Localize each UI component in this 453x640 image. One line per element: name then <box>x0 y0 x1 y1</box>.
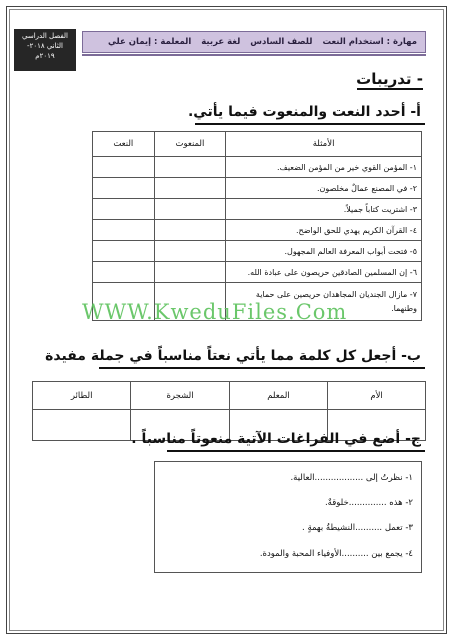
answer-cell-modified[interactable] <box>154 157 226 178</box>
exercises-title: - تدريبات <box>356 70 423 88</box>
banner-teacher: المعلمة : إيمان علي <box>107 37 192 47</box>
answer-cell-modified[interactable] <box>154 241 226 262</box>
answer-cell-modified[interactable] <box>154 220 226 241</box>
answer-cell[interactable] <box>33 410 131 441</box>
answer-cell-adjective[interactable] <box>93 262 155 283</box>
term-line-1: الفصل الدراسي <box>22 32 68 40</box>
table-row <box>93 157 422 178</box>
table-row <box>93 199 422 220</box>
part-c-underline <box>167 450 425 452</box>
part-c-title: ج- أضع في الفراغات الآتية منعوتاً مناسباً . <box>131 431 421 447</box>
example-cell: ٢- في المصنع عمالٌ مخلصون. <box>226 178 422 199</box>
fill-in-box <box>154 461 422 573</box>
answer-cell-modified[interactable] <box>154 199 226 220</box>
part-a-underline <box>195 123 425 125</box>
fill-in-line[interactable]: ١- نظرتُ إلى ..................العالية. <box>290 473 413 483</box>
fill-in-line[interactable]: ٢- هذه ..............خلوقةٌ. <box>324 498 413 508</box>
answer-cell-adjective[interactable] <box>93 157 155 178</box>
banner-skill: مهارة : استخدام النعت <box>322 37 417 47</box>
example-cell: ٣- اشتريت كتاباً جميلاً. <box>226 199 422 220</box>
table-row <box>93 241 422 262</box>
answer-cell-adjective[interactable] <box>93 199 155 220</box>
banner-subject: لغة عربية <box>201 37 241 47</box>
example-cell: ١- المؤمن القوي خير من المؤمن الضعيف. <box>226 157 422 178</box>
example-cell: ٧- مازال الجنديان المجاهدان حريصين على حماية وطنهما. <box>226 283 422 321</box>
answer-cell-adjective[interactable] <box>93 241 155 262</box>
table-header-row <box>93 132 422 157</box>
lesson-banner <box>82 31 426 53</box>
part-a-title: أ- أحدد النعت والمنعوت فيما يأتي. <box>187 104 421 120</box>
exercises-title-underline <box>357 88 423 90</box>
part-a-table <box>92 131 422 321</box>
banner-grade: للصف السادس <box>250 37 313 47</box>
word-cell: الشجرة <box>131 382 230 410</box>
watermark: WWW.KweduFiles.Com <box>82 300 348 324</box>
example-cell: ٦- إن المسلمين الصادقين حريصون على عبادة الله. <box>226 262 422 283</box>
part-b-title: ب- أجعل كل كلمة مما يأتي نعتاً مناسباً في جملة مفيدة <box>45 348 421 364</box>
column-header-adjective: النعت <box>93 132 155 157</box>
term-line-3: ٢٠١٩م <box>35 52 55 60</box>
word-cell: الأم <box>328 382 426 410</box>
column-header-examples: الأمثلة <box>226 132 422 157</box>
word-cell: الطائر <box>33 382 131 410</box>
term-line-2: الثاني ٢٠١٨- <box>27 42 63 50</box>
example-cell: ٤- القرآن الكريم يهدي للحق الواضح. <box>226 220 422 241</box>
answer-cell-adjective[interactable] <box>93 178 155 199</box>
words-row <box>33 382 426 410</box>
answer-cell-modified[interactable] <box>154 178 226 199</box>
answer-cell-modified[interactable] <box>154 262 226 283</box>
fill-in-line[interactable]: ٣- تعمل ..........النشيطةُ بهمةٍ . <box>302 523 413 533</box>
table-row <box>93 220 422 241</box>
fill-in-line[interactable]: ٤- يجمع بين ..........الأوفياء المحبة والمودة. <box>259 549 413 559</box>
table-row <box>93 262 422 283</box>
word-cell: المعلم <box>229 382 327 410</box>
table-row <box>93 178 422 199</box>
example-cell: ٥- فتحت أبواب المعرفة العالم المجهول. <box>226 241 422 262</box>
column-header-modified: المنعوت <box>154 132 226 157</box>
answer-cell-adjective[interactable] <box>93 220 155 241</box>
part-b-underline <box>99 367 425 369</box>
term-box <box>14 29 76 71</box>
banner-underline <box>82 54 426 56</box>
